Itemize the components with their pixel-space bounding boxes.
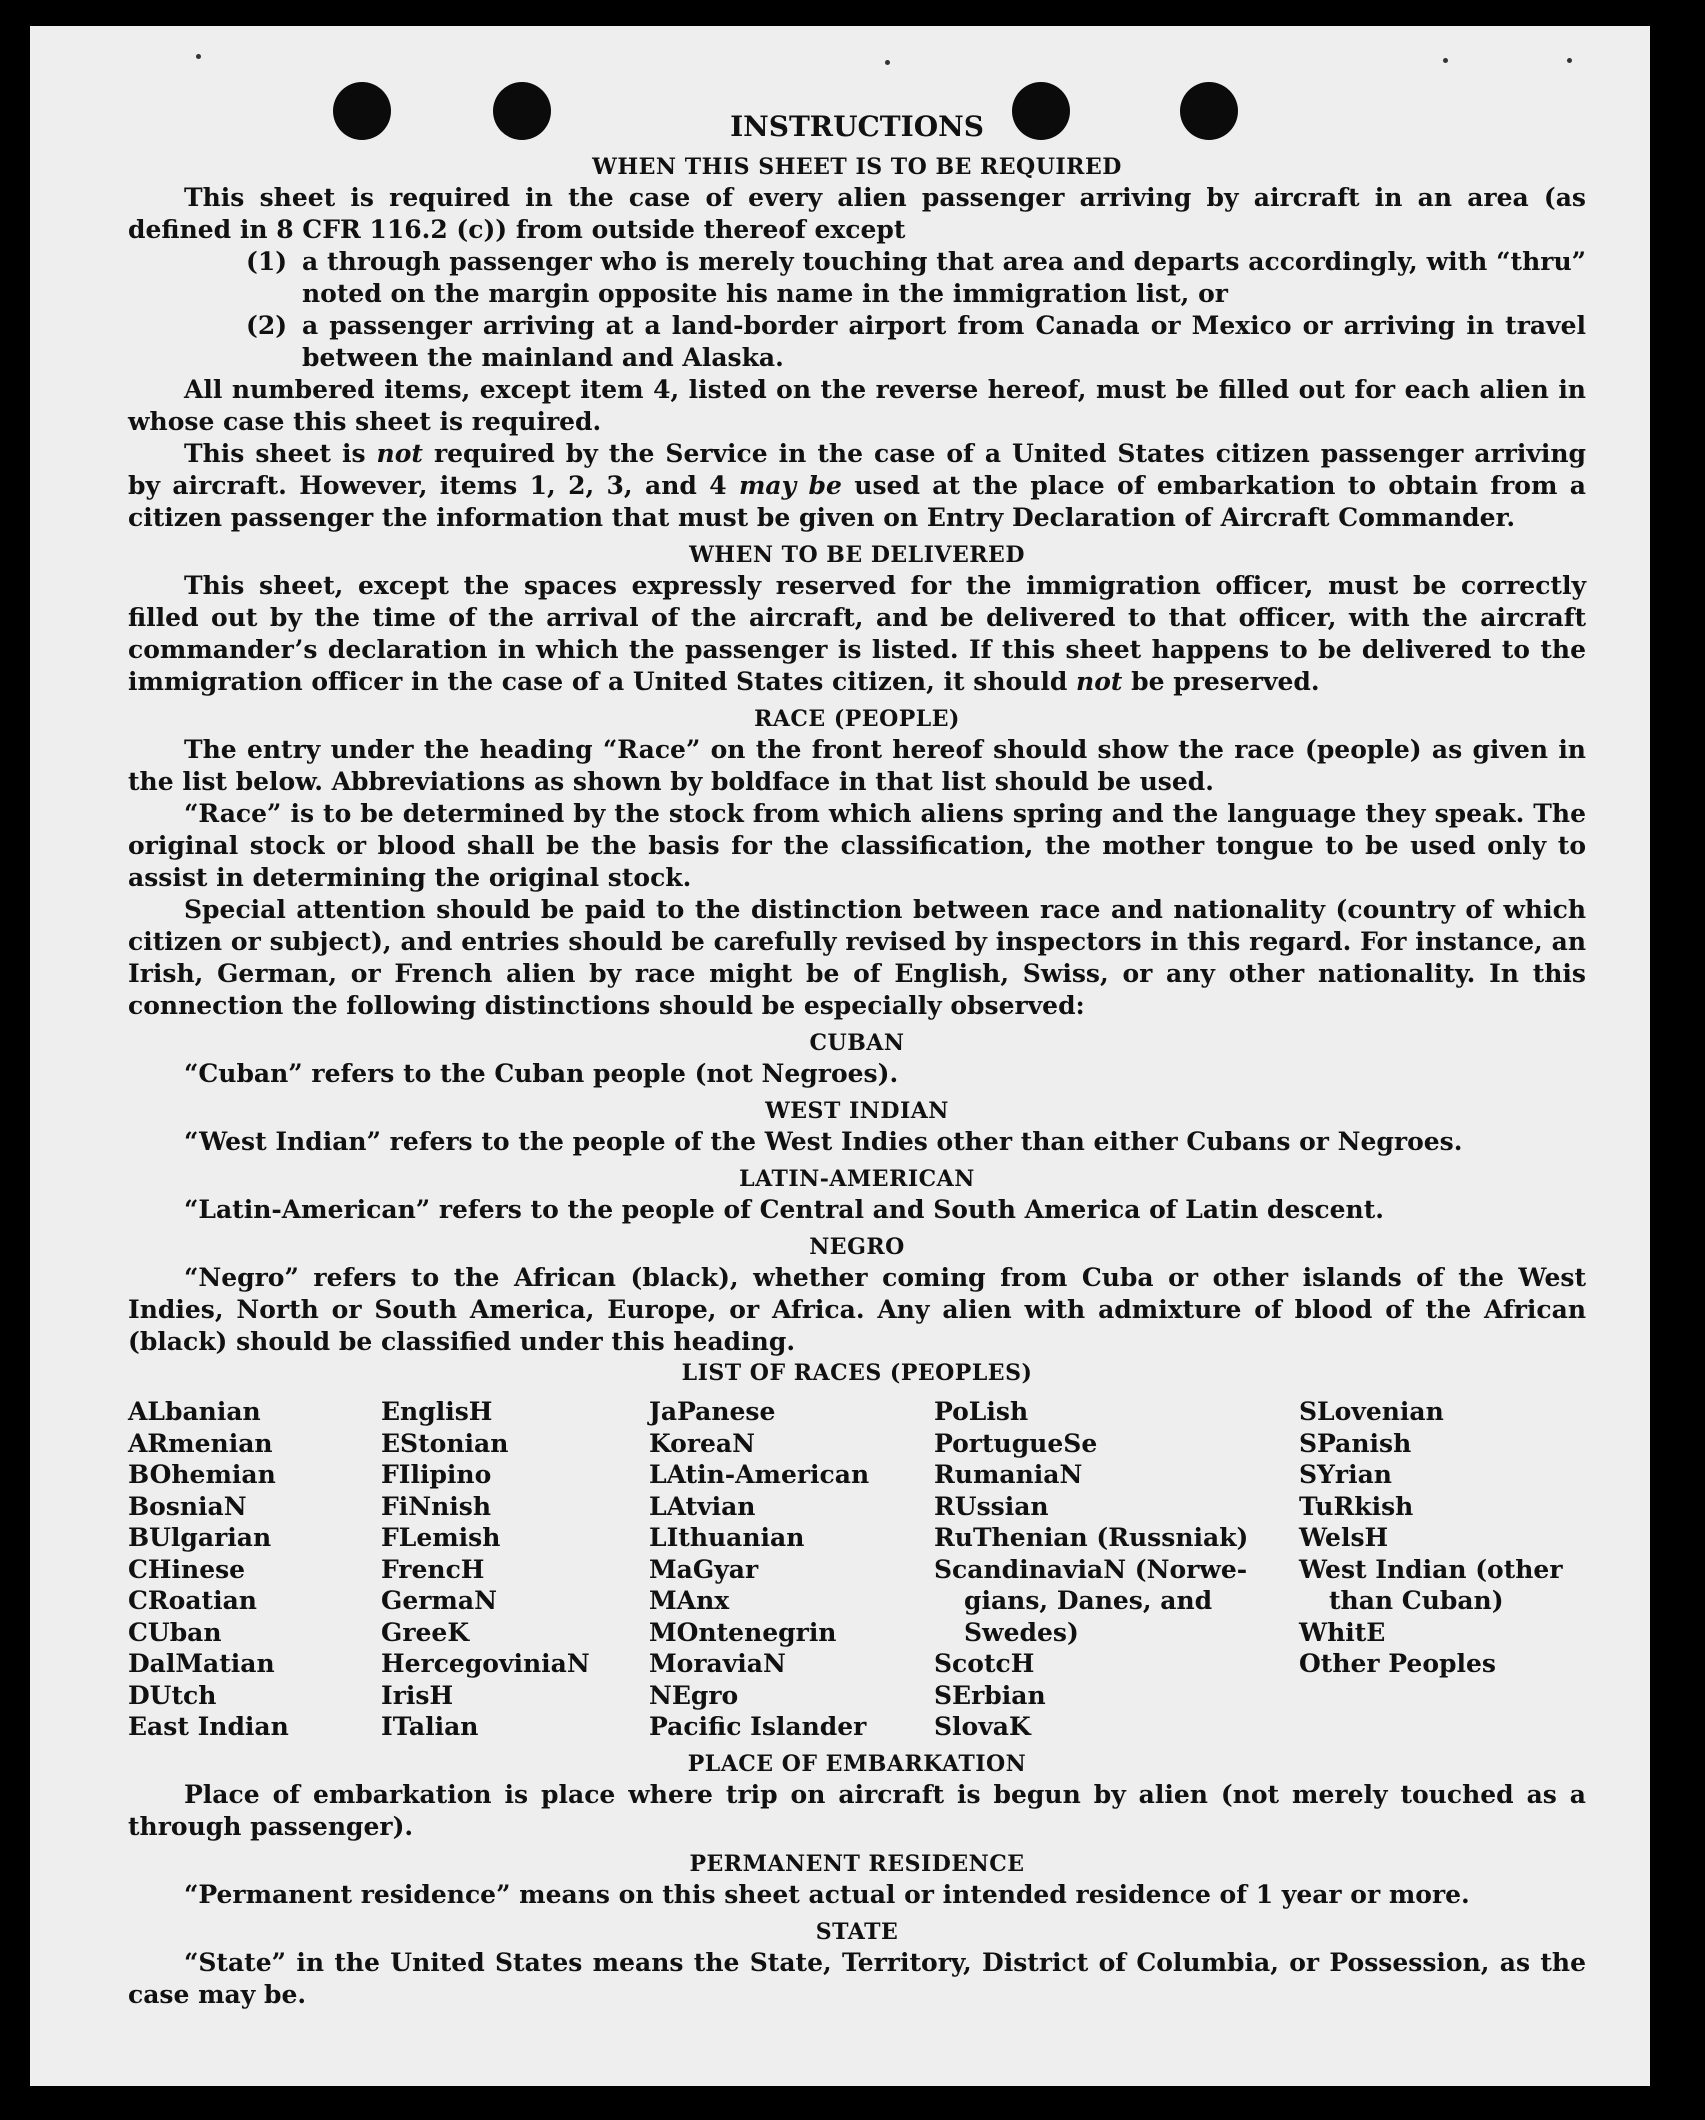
- speck: [196, 54, 201, 59]
- race-item: JaPanese: [649, 1397, 776, 1426]
- paragraph-race-3: Special attention should be paid to the distinction between race and nationality (country of which citizen or subject), and entries should be carefully revised by inspectors in this regard. For instance, an Irish, German, or French alien by race might be of English, Swiss, or any other nationality. In this connection the following distinctions should be especially observed:: [128, 895, 1586, 1020]
- paragraph-race-2: “Race” is to be determined by the stock from which aliens spring and the language they speak. The original stock or blood shall be the basis for the classification, the mother tongue to be used only to assist in determining the original stock.: [128, 799, 1586, 892]
- heading-negro: NEGRO: [809, 1234, 905, 1260]
- race-item: GermaN: [381, 1586, 497, 1615]
- race-item: LAtvian: [649, 1491, 756, 1521]
- race-item: LAtin-American: [649, 1460, 870, 1489]
- race-item: WelsH: [1299, 1523, 1389, 1552]
- heading-west-indian: WEST INDIAN: [765, 1098, 949, 1124]
- speck: [1443, 58, 1448, 63]
- race-item: KoreaN: [649, 1428, 755, 1458]
- paragraph-latin-american: “Latin-American” refers to the people of Central and South America of Latin descent.: [184, 1195, 1384, 1224]
- race-item: BUlgarian: [128, 1523, 272, 1552]
- paragraph-embarkation: Place of embarkation is place where trip on aircraft is begun by alien (not merely touched as a through passenger).: [128, 1779, 1586, 1841]
- paragraph-negro: “Negro” refers to the African (black), whether coming from Cuba or other islands of the West Indies, North or South America, Europe, or Africa. Any alien with admixture of blood of the African (black) should be classified under this heading.: [128, 1263, 1586, 1356]
- race-item: CRoatian: [128, 1586, 257, 1615]
- race-item: West Indian (other: [1299, 1554, 1563, 1584]
- list-item: [246, 246, 1586, 310]
- race-item: Other Peoples: [1299, 1649, 1496, 1678]
- heading-race: RACE (PEOPLE): [754, 706, 960, 732]
- list-item-text: a passenger arriving at a land-border airport from Canada or Mexico or arriving in travel between the mainland and Alaska.: [302, 311, 1586, 372]
- race-item: ITalian: [381, 1712, 479, 1741]
- race-item-continued: gians, Danes, and: [964, 1586, 1213, 1615]
- race-item: GreeK: [381, 1617, 470, 1647]
- race-item: IrisH: [381, 1680, 454, 1710]
- list-item-number: (1): [246, 247, 288, 276]
- races-column-4: [934, 1396, 1299, 1743]
- race-item: RUssian: [934, 1491, 1049, 1521]
- paragraph-cuban: “Cuban” refers to the Cuban people (not Negroes).: [184, 1059, 899, 1088]
- heading-list-of-races: LIST OF RACES (PEOPLES): [681, 1360, 1033, 1386]
- race-item: MaGyar: [649, 1554, 759, 1584]
- speck: [1567, 58, 1572, 63]
- race-item: DalMatian: [128, 1649, 275, 1678]
- race-item: SLovenian: [1299, 1397, 1444, 1426]
- race-item-continued: than Cuban): [1329, 1586, 1504, 1615]
- heading-when-required: WHEN THIS SHEET IS TO BE REQUIRED: [592, 154, 1122, 180]
- race-item: PortugueSe: [934, 1428, 1098, 1458]
- race-item: PoLish: [934, 1397, 1029, 1426]
- heading-permanent-residence: PERMANENT RESIDENCE: [689, 1850, 1025, 1877]
- paragraph-race-1: The entry under the heading “Race” on the front hereof should show the race (people) as given in the list below. Abbreviations as shown by boldface in that list should be used.: [128, 735, 1586, 796]
- races-column-5: [1299, 1396, 1586, 1743]
- race-item: DUtch: [128, 1680, 217, 1710]
- heading-when-delivered: WHEN TO BE DELIVERED: [689, 542, 1025, 568]
- list-item: [246, 310, 1586, 374]
- heading-state: STATE: [815, 1918, 899, 1945]
- paragraph-west-indian: “West Indian” refers to the people of the West Indies other than either Cubans or Negroes.: [184, 1127, 1463, 1156]
- race-item: MAnx: [649, 1586, 730, 1615]
- race-item: ALbanian: [128, 1397, 261, 1426]
- races-column-3: [649, 1396, 934, 1743]
- race-item: RuThenian (Russniak): [934, 1523, 1249, 1552]
- race-item: WhitE: [1299, 1617, 1386, 1647]
- races-column-2: [381, 1396, 649, 1743]
- paragraph-delivered: This sheet, except the spaces expressly reserved for the immigration officer, must be correctly filled out by the time of the arrival of the aircraft, and be delivered to that officer, with the aircraft commander’s declaration in which the passenger is listed. If this sheet happens to be delivered to the immigration officer in the case of a United States citizen, it should not be preserved.: [128, 571, 1586, 696]
- race-item: ScotcH: [934, 1649, 1035, 1678]
- race-item: LIthuanian: [649, 1523, 805, 1552]
- race-item-continued: Swedes): [964, 1617, 1079, 1647]
- document-sheet: [30, 26, 1650, 2086]
- race-item: SlovaK: [934, 1712, 1031, 1741]
- race-item: SPanish: [1299, 1428, 1412, 1458]
- race-item: FiNnish: [381, 1491, 492, 1521]
- race-item: MOntenegrin: [649, 1617, 837, 1647]
- heading-place-of-embarkation: PLACE OF EMBARKATION: [687, 1750, 1027, 1777]
- list-item-text: a through passenger who is merely touching that area and departs accordingly, with “thru” noted on the margin opposite his name in the immigration list, or: [302, 247, 1586, 308]
- race-item: FLemish: [381, 1523, 501, 1552]
- race-item: SErbian: [934, 1680, 1046, 1710]
- heading-cuban: CUBAN: [809, 1030, 905, 1056]
- page-title: INSTRUCTIONS: [730, 110, 984, 143]
- race-item: TuRkish: [1299, 1491, 1414, 1521]
- race-item: CUban: [128, 1617, 222, 1647]
- race-item: RumaniaN: [934, 1460, 1083, 1489]
- paragraph-citizen: This sheet is not required by the Service in the case of a United States citizen passenger arriving by aircraft. However, items 1, 2, 3, and 4 may be used at the place of embarkation to obtain from a citizen passenger the information that must be given on Entry Declaration of Aircraft Commander.: [128, 439, 1586, 532]
- race-item: MoraviaN: [649, 1649, 786, 1678]
- race-item: NEgro: [649, 1680, 739, 1710]
- list-item-number: (2): [246, 311, 288, 340]
- race-item: ARmenian: [128, 1428, 273, 1458]
- paragraph-state: “State” in the United States means the State, Territory, District of Columbia, or Possession, as the case may be.: [128, 1947, 1586, 2009]
- race-item: EnglisH: [381, 1397, 493, 1426]
- paragraph-residence: “Permanent residence” means on this sheet actual or intended residence of 1 year or more.: [184, 1879, 1470, 1909]
- paragraph-numbered-items: All numbered items, except item 4, listed on the reverse hereof, must be filled out for each alien in whose case this sheet is required.: [128, 375, 1586, 436]
- race-item: FIlipino: [381, 1460, 492, 1489]
- race-item: SYrian: [1299, 1460, 1392, 1489]
- speck: [885, 60, 890, 65]
- heading-latin-american: LATIN-AMERICAN: [739, 1166, 975, 1192]
- race-item: EStonian: [381, 1428, 509, 1458]
- race-item: BosniaN: [128, 1491, 247, 1521]
- race-item: HercegoviniaN: [381, 1649, 590, 1678]
- paragraph-required: This sheet is required in the case of every alien passenger arriving by aircraft in an area (as defined in 8 CFR 116.2 (c)) from outside thereof except: [128, 183, 1586, 244]
- race-item: FrencH: [381, 1554, 485, 1584]
- instructions-content: [128, 108, 1586, 2011]
- race-item: BOhemian: [128, 1460, 276, 1489]
- races-column-1: [128, 1396, 381, 1743]
- race-item: Pacific Islander: [649, 1712, 867, 1741]
- race-item: CHinese: [128, 1554, 246, 1584]
- race-item: ScandinaviaN (Norwe-: [934, 1554, 1248, 1584]
- race-item: East Indian: [128, 1712, 289, 1741]
- races-list: [128, 1396, 1586, 1743]
